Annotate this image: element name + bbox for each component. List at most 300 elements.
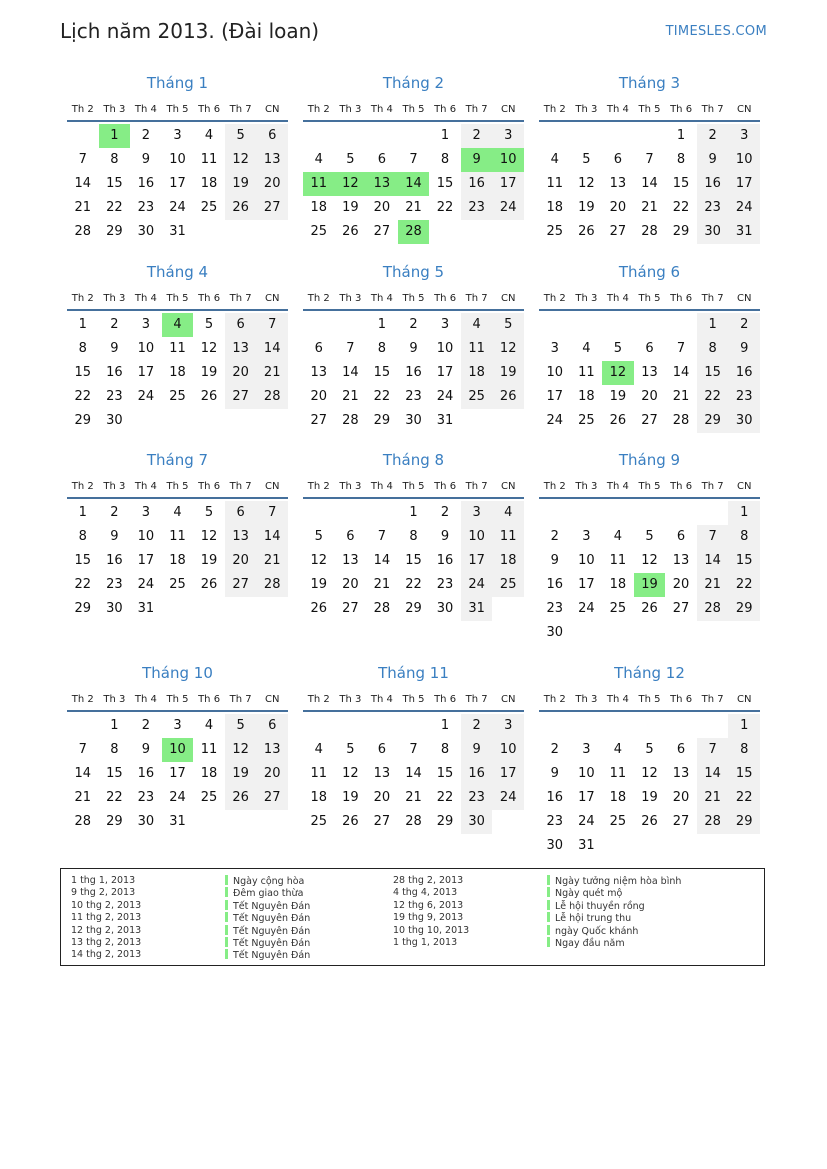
day-cell[interactable]: 3 bbox=[461, 501, 493, 525]
day-cell[interactable]: 11 bbox=[310, 766, 328, 781]
day-cell[interactable]: 7 bbox=[645, 152, 654, 167]
day-cell[interactable]: 1 bbox=[78, 317, 87, 332]
day-cell[interactable]: 8 bbox=[728, 738, 760, 762]
day-cell[interactable]: 2 bbox=[409, 317, 418, 332]
day-cell[interactable]: 24 bbox=[492, 196, 524, 220]
day-cell[interactable]: 20 bbox=[373, 790, 391, 805]
day-cell[interactable]: 20 bbox=[256, 172, 288, 196]
day-cell[interactable]: 5 bbox=[314, 529, 323, 544]
day-cell[interactable]: 24 bbox=[728, 196, 760, 220]
day-cell[interactable]: 17 bbox=[137, 365, 155, 380]
day-cell[interactable]: 14 bbox=[641, 176, 658, 191]
day-cell[interactable]: 29 bbox=[697, 409, 729, 433]
day-cell[interactable]: 6 bbox=[314, 341, 323, 356]
day-cell[interactable]: 22 bbox=[436, 200, 454, 215]
day-cell[interactable]: 21 bbox=[641, 200, 658, 215]
day-cell[interactable]: 15 bbox=[436, 766, 454, 781]
day-cell[interactable]: 22 bbox=[728, 573, 760, 597]
day-cell[interactable]: 22 bbox=[697, 385, 729, 409]
day-cell[interactable]: 20 bbox=[373, 200, 391, 215]
day-cell[interactable]: 25 bbox=[169, 389, 186, 404]
day-cell[interactable]: 5 bbox=[204, 505, 214, 520]
day-cell[interactable]: 6 bbox=[377, 152, 387, 167]
day-cell[interactable]: 29 bbox=[373, 413, 391, 428]
day-cell[interactable]: 22 bbox=[373, 389, 391, 404]
day-cell[interactable]: 7 bbox=[256, 501, 288, 525]
day-cell[interactable]: 14 bbox=[398, 172, 430, 196]
day-cell[interactable]: 25 bbox=[169, 577, 186, 592]
day-cell[interactable]: 14 bbox=[405, 766, 422, 781]
day-cell[interactable]: 19 bbox=[310, 577, 328, 592]
day-cell[interactable]: 3 bbox=[582, 529, 591, 544]
day-cell[interactable]: 30 bbox=[137, 224, 155, 239]
day-cell[interactable]: 3 bbox=[550, 341, 559, 356]
day-cell[interactable]: 6 bbox=[225, 313, 257, 337]
day-cell[interactable]: 4 bbox=[550, 152, 559, 167]
day-cell[interactable]: 12 bbox=[200, 529, 218, 544]
day-cell[interactable]: 4 bbox=[314, 742, 323, 757]
day-cell[interactable]: 2 bbox=[110, 505, 119, 520]
day-cell[interactable]: 11 bbox=[546, 176, 564, 191]
day-cell[interactable]: 17 bbox=[492, 172, 524, 196]
day-cell[interactable]: 11 bbox=[303, 172, 335, 196]
day-cell[interactable]: 21 bbox=[672, 389, 690, 404]
day-cell[interactable]: 22 bbox=[672, 200, 690, 215]
day-cell[interactable]: 24 bbox=[578, 814, 595, 829]
day-cell[interactable]: 19 bbox=[634, 573, 666, 597]
day-cell[interactable]: 28 bbox=[373, 601, 391, 616]
day-cell[interactable]: 12 bbox=[225, 148, 257, 172]
day-cell[interactable]: 4 bbox=[204, 718, 214, 733]
day-cell[interactable]: 7 bbox=[697, 525, 729, 549]
day-cell[interactable]: 1 bbox=[676, 128, 686, 143]
day-cell[interactable]: 24 bbox=[436, 389, 454, 404]
day-cell[interactable]: 2 bbox=[728, 313, 760, 337]
day-cell[interactable]: 15 bbox=[106, 766, 123, 781]
day-cell[interactable]: 4 bbox=[613, 742, 623, 757]
day-cell[interactable]: 7 bbox=[346, 341, 355, 356]
day-cell[interactable]: 25 bbox=[310, 224, 328, 239]
day-cell[interactable]: 20 bbox=[342, 577, 359, 592]
day-cell[interactable]: 26 bbox=[200, 577, 218, 592]
day-cell[interactable]: 28 bbox=[672, 413, 690, 428]
day-cell[interactable]: 20 bbox=[672, 790, 690, 805]
day-cell[interactable]: 9 bbox=[440, 529, 450, 544]
day-cell[interactable]: 18 bbox=[609, 790, 627, 805]
day-cell[interactable]: 6 bbox=[225, 501, 257, 525]
day-cell[interactable]: 13 bbox=[256, 148, 288, 172]
day-cell[interactable]: 3 bbox=[173, 128, 182, 143]
day-cell[interactable]: 17 bbox=[137, 553, 155, 568]
day-cell[interactable]: 8 bbox=[728, 525, 760, 549]
day-cell[interactable]: 20 bbox=[672, 577, 690, 592]
day-cell[interactable]: 21 bbox=[697, 573, 729, 597]
day-cell[interactable]: 13 bbox=[225, 337, 257, 361]
day-cell[interactable]: 25 bbox=[492, 573, 524, 597]
day-cell[interactable]: 9 bbox=[728, 337, 760, 361]
day-cell[interactable]: 8 bbox=[110, 152, 119, 167]
day-cell[interactable]: 2 bbox=[461, 124, 493, 148]
day-cell[interactable]: 3 bbox=[582, 742, 591, 757]
day-cell[interactable]: 5 bbox=[645, 742, 654, 757]
day-cell[interactable]: 1 bbox=[440, 718, 450, 733]
day-cell[interactable]: 5 bbox=[645, 529, 654, 544]
day-cell[interactable]: 12 bbox=[225, 738, 257, 762]
day-cell[interactable]: 17 bbox=[728, 172, 760, 196]
day-cell[interactable]: 10 bbox=[137, 341, 155, 356]
day-cell[interactable]: 15 bbox=[672, 176, 690, 191]
day-cell[interactable]: 3 bbox=[492, 714, 524, 738]
day-cell[interactable]: 7 bbox=[409, 152, 418, 167]
day-cell[interactable]: 9 bbox=[461, 148, 493, 172]
day-cell[interactable]: 9 bbox=[550, 553, 559, 568]
day-cell[interactable]: 19 bbox=[641, 790, 658, 805]
day-cell[interactable]: 2 bbox=[440, 505, 450, 520]
day-cell[interactable]: 27 bbox=[256, 196, 288, 220]
day-cell[interactable]: 25 bbox=[200, 790, 218, 805]
day-cell[interactable]: 27 bbox=[225, 385, 257, 409]
day-cell[interactable]: 21 bbox=[405, 790, 422, 805]
day-cell[interactable]: 29 bbox=[106, 224, 123, 239]
day-cell[interactable]: 26 bbox=[342, 224, 359, 239]
day-cell[interactable]: 5 bbox=[225, 124, 257, 148]
day-cell[interactable]: 8 bbox=[440, 152, 450, 167]
day-cell[interactable]: 9 bbox=[141, 152, 151, 167]
day-cell[interactable]: 26 bbox=[225, 786, 257, 810]
day-cell[interactable]: 25 bbox=[310, 814, 328, 829]
day-cell[interactable]: 9 bbox=[110, 341, 119, 356]
day-cell[interactable]: 26 bbox=[641, 601, 658, 616]
day-cell[interactable]: 14 bbox=[74, 176, 92, 191]
day-cell[interactable]: 16 bbox=[106, 553, 123, 568]
day-cell[interactable]: 18 bbox=[461, 361, 493, 385]
day-cell[interactable]: 6 bbox=[256, 124, 288, 148]
day-cell[interactable]: 1 bbox=[99, 124, 131, 148]
day-cell[interactable]: 15 bbox=[728, 762, 760, 786]
day-cell[interactable]: 17 bbox=[169, 176, 186, 191]
day-cell[interactable]: 29 bbox=[74, 601, 92, 616]
day-cell[interactable]: 8 bbox=[440, 742, 450, 757]
day-cell[interactable]: 16 bbox=[546, 577, 564, 592]
day-cell[interactable]: 23 bbox=[436, 577, 454, 592]
day-cell[interactable]: 10 bbox=[578, 766, 595, 781]
day-cell[interactable]: 9 bbox=[461, 738, 493, 762]
day-cell[interactable]: 14 bbox=[697, 549, 729, 573]
day-cell[interactable]: 28 bbox=[405, 814, 422, 829]
day-cell[interactable]: 8 bbox=[676, 152, 686, 167]
day-cell[interactable]: 4 bbox=[204, 128, 214, 143]
day-cell[interactable]: 28 bbox=[256, 385, 288, 409]
day-cell[interactable]: 6 bbox=[645, 341, 654, 356]
day-cell[interactable]: 4 bbox=[582, 341, 591, 356]
day-cell[interactable]: 7 bbox=[256, 313, 288, 337]
day-cell[interactable]: 23 bbox=[546, 814, 564, 829]
day-cell[interactable]: 16 bbox=[546, 790, 564, 805]
day-cell[interactable]: 7 bbox=[78, 152, 87, 167]
day-cell[interactable]: 7 bbox=[697, 738, 729, 762]
day-cell[interactable]: 21 bbox=[373, 577, 391, 592]
day-cell[interactable]: 23 bbox=[461, 196, 493, 220]
day-cell[interactable]: 14 bbox=[342, 365, 359, 380]
day-cell[interactable]: 18 bbox=[169, 365, 186, 380]
day-cell[interactable]: 10 bbox=[461, 525, 493, 549]
day-cell[interactable]: 24 bbox=[546, 413, 564, 428]
day-cell[interactable]: 10 bbox=[492, 148, 524, 172]
day-cell[interactable]: 16 bbox=[137, 176, 155, 191]
day-cell[interactable]: 10 bbox=[546, 365, 564, 380]
day-cell[interactable]: 19 bbox=[342, 200, 359, 215]
day-cell[interactable]: 1 bbox=[78, 505, 87, 520]
day-cell[interactable]: 30 bbox=[728, 409, 760, 433]
day-cell[interactable]: 27 bbox=[256, 786, 288, 810]
day-cell[interactable]: 9 bbox=[110, 529, 119, 544]
day-cell[interactable]: 4 bbox=[461, 313, 493, 337]
day-cell[interactable]: 25 bbox=[200, 200, 218, 215]
day-cell[interactable]: 4 bbox=[173, 505, 182, 520]
day-cell[interactable]: 16 bbox=[728, 361, 760, 385]
day-cell[interactable]: 13 bbox=[373, 766, 391, 781]
day-cell[interactable]: 26 bbox=[578, 224, 595, 239]
day-cell[interactable]: 24 bbox=[461, 573, 493, 597]
day-cell[interactable]: 21 bbox=[697, 786, 729, 810]
day-cell[interactable]: 30 bbox=[461, 810, 493, 834]
day-cell[interactable]: 22 bbox=[728, 786, 760, 810]
day-cell[interactable]: 15 bbox=[106, 176, 123, 191]
day-cell[interactable]: 20 bbox=[641, 389, 658, 404]
day-cell[interactable]: 18 bbox=[310, 200, 328, 215]
day-cell[interactable]: 30 bbox=[405, 413, 422, 428]
day-cell[interactable]: 24 bbox=[492, 786, 524, 810]
day-cell[interactable]: 19 bbox=[342, 790, 359, 805]
day-cell[interactable]: 4 bbox=[613, 529, 623, 544]
day-cell[interactable]: 14 bbox=[256, 337, 288, 361]
day-cell[interactable]: 13 bbox=[342, 553, 359, 568]
day-cell[interactable]: 19 bbox=[578, 200, 595, 215]
day-cell[interactable]: 5 bbox=[582, 152, 591, 167]
day-cell[interactable]: 4 bbox=[492, 501, 524, 525]
day-cell[interactable]: 1 bbox=[440, 128, 450, 143]
day-cell[interactable]: 31 bbox=[578, 838, 595, 853]
day-cell[interactable]: 7 bbox=[78, 742, 87, 757]
day-cell[interactable]: 16 bbox=[697, 172, 729, 196]
day-cell[interactable]: 17 bbox=[436, 365, 454, 380]
day-cell[interactable]: 23 bbox=[697, 196, 729, 220]
day-cell[interactable]: 30 bbox=[697, 220, 729, 244]
day-cell[interactable]: 11 bbox=[492, 525, 524, 549]
day-cell[interactable]: 31 bbox=[728, 220, 760, 244]
day-cell[interactable]: 23 bbox=[728, 385, 760, 409]
day-cell[interactable]: 10 bbox=[492, 738, 524, 762]
day-cell[interactable]: 18 bbox=[609, 577, 627, 592]
day-cell[interactable]: 13 bbox=[310, 365, 328, 380]
day-cell[interactable]: 31 bbox=[169, 814, 186, 829]
day-cell[interactable]: 19 bbox=[200, 553, 218, 568]
day-cell[interactable]: 24 bbox=[137, 389, 155, 404]
day-cell[interactable]: 23 bbox=[461, 786, 493, 810]
day-cell[interactable]: 13 bbox=[225, 525, 257, 549]
day-cell[interactable]: 18 bbox=[492, 549, 524, 573]
day-cell[interactable]: 14 bbox=[74, 766, 92, 781]
day-cell[interactable]: 16 bbox=[461, 172, 493, 196]
day-cell[interactable]: 7 bbox=[676, 341, 686, 356]
day-cell[interactable]: 2 bbox=[110, 317, 119, 332]
day-cell[interactable]: 2 bbox=[550, 529, 559, 544]
day-cell[interactable]: 25 bbox=[546, 224, 564, 239]
day-cell[interactable]: 30 bbox=[436, 601, 454, 616]
day-cell[interactable]: 11 bbox=[461, 337, 493, 361]
day-cell[interactable]: 31 bbox=[169, 224, 186, 239]
day-cell[interactable]: 6 bbox=[377, 742, 387, 757]
day-cell[interactable]: 4 bbox=[314, 152, 323, 167]
day-cell[interactable]: 8 bbox=[110, 742, 119, 757]
day-cell[interactable]: 18 bbox=[200, 176, 218, 191]
day-cell[interactable]: 14 bbox=[256, 525, 288, 549]
day-cell[interactable]: 19 bbox=[492, 361, 524, 385]
day-cell[interactable]: 30 bbox=[546, 838, 564, 853]
day-cell[interactable]: 22 bbox=[74, 577, 92, 592]
day-cell[interactable]: 28 bbox=[641, 224, 658, 239]
day-cell[interactable]: 2 bbox=[141, 718, 151, 733]
site-logo-text[interactable]: TIMESLES.COM bbox=[665, 24, 767, 39]
day-cell[interactable]: 20 bbox=[609, 200, 627, 215]
day-cell[interactable]: 10 bbox=[728, 148, 760, 172]
day-cell[interactable]: 12 bbox=[310, 553, 328, 568]
day-cell[interactable]: 19 bbox=[609, 389, 627, 404]
day-cell[interactable]: 7 bbox=[409, 742, 418, 757]
day-cell[interactable]: 12 bbox=[641, 553, 658, 568]
day-cell[interactable]: 3 bbox=[141, 317, 151, 332]
day-cell[interactable]: 6 bbox=[346, 529, 355, 544]
day-cell[interactable]: 16 bbox=[106, 365, 123, 380]
day-cell[interactable]: 5 bbox=[346, 152, 355, 167]
day-cell[interactable]: 10 bbox=[169, 152, 186, 167]
day-cell[interactable]: 8 bbox=[78, 529, 87, 544]
day-cell[interactable]: 3 bbox=[728, 124, 760, 148]
day-cell[interactable]: 15 bbox=[405, 553, 422, 568]
day-cell[interactable]: 29 bbox=[672, 224, 690, 239]
day-cell[interactable]: 14 bbox=[373, 553, 391, 568]
day-cell[interactable]: 14 bbox=[672, 365, 690, 380]
day-cell[interactable]: 23 bbox=[405, 389, 422, 404]
day-cell[interactable]: 12 bbox=[342, 766, 359, 781]
day-cell[interactable]: 28 bbox=[74, 224, 92, 239]
day-cell[interactable]: 3 bbox=[440, 317, 450, 332]
day-cell[interactable]: 13 bbox=[672, 553, 690, 568]
day-cell[interactable]: 28 bbox=[697, 597, 729, 621]
day-cell[interactable]: 30 bbox=[546, 625, 564, 640]
day-cell[interactable]: 12 bbox=[492, 337, 524, 361]
day-cell[interactable]: 1 bbox=[728, 714, 760, 738]
day-cell[interactable]: 22 bbox=[106, 200, 123, 215]
day-cell[interactable]: 18 bbox=[200, 766, 218, 781]
day-cell[interactable]: 15 bbox=[697, 361, 729, 385]
day-cell[interactable]: 13 bbox=[672, 766, 690, 781]
day-cell[interactable]: 16 bbox=[461, 762, 493, 786]
day-cell[interactable]: 22 bbox=[74, 389, 92, 404]
day-cell[interactable]: 23 bbox=[137, 790, 155, 805]
day-cell[interactable]: 27 bbox=[310, 413, 328, 428]
day-cell[interactable]: 11 bbox=[609, 766, 627, 781]
day-cell[interactable]: 29 bbox=[405, 601, 422, 616]
day-cell[interactable]: 31 bbox=[137, 601, 155, 616]
day-cell[interactable]: 27 bbox=[225, 573, 257, 597]
day-cell[interactable]: 17 bbox=[546, 389, 564, 404]
day-cell[interactable]: 29 bbox=[106, 814, 123, 829]
day-cell[interactable]: 5 bbox=[492, 313, 524, 337]
day-cell[interactable]: 2 bbox=[141, 128, 151, 143]
day-cell[interactable]: 28 bbox=[342, 413, 359, 428]
day-cell[interactable]: 9 bbox=[409, 341, 418, 356]
day-cell[interactable]: 16 bbox=[405, 365, 422, 380]
day-cell[interactable]: 27 bbox=[342, 601, 359, 616]
day-cell[interactable]: 8 bbox=[377, 341, 387, 356]
day-cell[interactable]: 2 bbox=[697, 124, 729, 148]
day-cell[interactable]: 5 bbox=[346, 742, 355, 757]
day-cell[interactable]: 19 bbox=[225, 172, 257, 196]
day-cell[interactable]: 27 bbox=[672, 601, 690, 616]
day-cell[interactable]: 1 bbox=[409, 505, 418, 520]
day-cell[interactable]: 8 bbox=[697, 337, 729, 361]
day-cell[interactable]: 26 bbox=[310, 601, 328, 616]
day-cell[interactable]: 24 bbox=[578, 601, 595, 616]
day-cell[interactable]: 11 bbox=[169, 529, 186, 544]
day-cell[interactable]: 23 bbox=[106, 577, 123, 592]
day-cell[interactable]: 28 bbox=[398, 220, 430, 244]
day-cell[interactable]: 24 bbox=[169, 200, 186, 215]
day-cell[interactable]: 10 bbox=[137, 529, 155, 544]
day-cell[interactable]: 21 bbox=[342, 389, 359, 404]
day-cell[interactable]: 27 bbox=[609, 224, 627, 239]
day-cell[interactable]: 20 bbox=[256, 762, 288, 786]
day-cell[interactable]: 2 bbox=[461, 714, 493, 738]
day-cell[interactable]: 27 bbox=[641, 413, 658, 428]
day-cell[interactable]: 21 bbox=[256, 549, 288, 573]
day-cell[interactable]: 29 bbox=[74, 413, 92, 428]
day-cell[interactable]: 10 bbox=[436, 341, 454, 356]
day-cell[interactable]: 10 bbox=[578, 553, 595, 568]
day-cell[interactable]: 21 bbox=[74, 790, 92, 805]
day-cell[interactable]: 1 bbox=[377, 317, 387, 332]
day-cell[interactable]: 11 bbox=[609, 553, 627, 568]
day-cell[interactable]: 31 bbox=[436, 413, 454, 428]
day-cell[interactable]: 3 bbox=[173, 718, 182, 733]
day-cell[interactable]: 12 bbox=[641, 766, 658, 781]
day-cell[interactable]: 17 bbox=[578, 577, 595, 592]
day-cell[interactable]: 18 bbox=[310, 790, 328, 805]
day-cell[interactable]: 23 bbox=[137, 200, 155, 215]
day-cell[interactable]: 27 bbox=[373, 814, 391, 829]
day-cell[interactable]: 21 bbox=[74, 200, 92, 215]
day-cell[interactable]: 17 bbox=[169, 766, 186, 781]
day-cell[interactable]: 26 bbox=[342, 814, 359, 829]
day-cell[interactable]: 12 bbox=[578, 176, 595, 191]
day-cell[interactable]: 23 bbox=[106, 389, 123, 404]
day-cell[interactable]: 20 bbox=[225, 549, 257, 573]
day-cell[interactable]: 25 bbox=[609, 601, 627, 616]
day-cell[interactable]: 11 bbox=[578, 365, 595, 380]
day-cell[interactable]: 3 bbox=[492, 124, 524, 148]
day-cell[interactable]: 27 bbox=[672, 814, 690, 829]
day-cell[interactable]: 29 bbox=[728, 810, 760, 834]
day-cell[interactable]: 25 bbox=[461, 385, 493, 409]
day-cell[interactable]: 26 bbox=[200, 389, 218, 404]
day-cell[interactable]: 17 bbox=[578, 790, 595, 805]
day-cell[interactable]: 28 bbox=[256, 573, 288, 597]
day-cell[interactable]: 16 bbox=[137, 766, 155, 781]
day-cell[interactable]: 4 bbox=[162, 313, 194, 337]
day-cell[interactable]: 26 bbox=[641, 814, 658, 829]
day-cell[interactable]: 6 bbox=[676, 742, 686, 757]
